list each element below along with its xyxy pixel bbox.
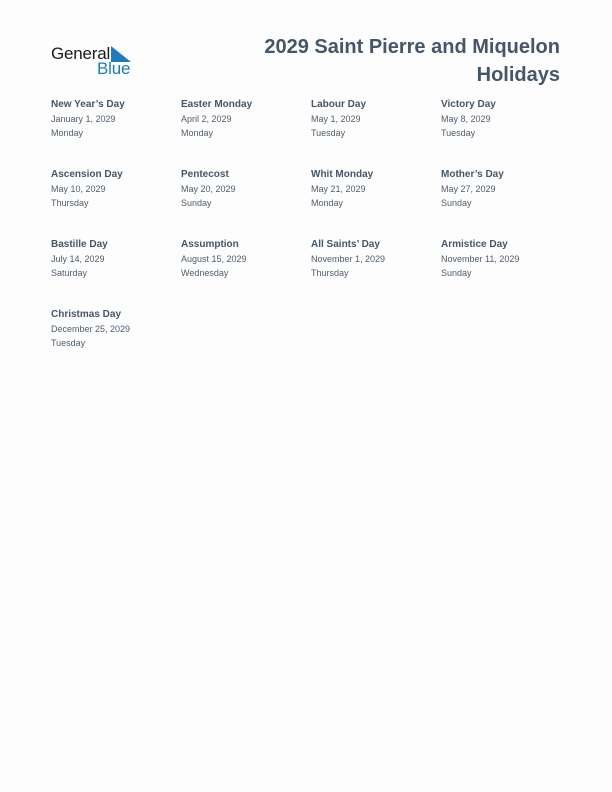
- holiday-date: December 25, 2029: [51, 324, 131, 334]
- holiday-weekday: Monday: [51, 128, 84, 138]
- holiday-weekday: Thursday: [311, 268, 349, 278]
- holiday-date: May 20, 2029: [181, 184, 236, 194]
- holiday-weekday: Thursday: [51, 198, 89, 208]
- holiday-date: August 15, 2029: [181, 254, 247, 264]
- holiday-item: [51, 238, 181, 280]
- holiday-weekday: Tuesday: [51, 338, 86, 348]
- holiday-date: May 27, 2029: [441, 184, 496, 194]
- holiday-name: Labour Day: [311, 99, 367, 110]
- holiday-name: Easter Monday: [181, 99, 253, 110]
- holiday-weekday: Tuesday: [441, 128, 476, 138]
- holiday-name: Pentecost: [181, 169, 229, 180]
- holiday-date: November 1, 2029: [311, 254, 386, 264]
- holiday-date: May 1, 2029: [311, 114, 361, 124]
- holiday-item: [181, 168, 311, 210]
- holiday-date: May 21, 2029: [311, 184, 366, 194]
- logo-word-general: General: [51, 44, 111, 63]
- holiday-name: Christmas Day: [51, 309, 122, 320]
- holiday-name: Ascension Day: [51, 169, 123, 180]
- holiday-item: [311, 168, 441, 210]
- holiday-item: [441, 98, 571, 140]
- holiday-date: April 2, 2029: [181, 114, 232, 124]
- holiday-weekday: Sunday: [181, 198, 212, 208]
- holiday-name: Assumption: [181, 239, 239, 250]
- holiday-name: Bastille Day: [51, 239, 108, 250]
- holiday-date: November 11, 2029: [441, 254, 520, 264]
- holiday-name: Mother’s Day: [441, 169, 504, 180]
- holiday-date: July 14, 2029: [51, 254, 105, 264]
- holiday-name: Victory Day: [441, 99, 496, 110]
- holiday-weekday: Tuesday: [311, 128, 346, 138]
- holiday-date: May 10, 2029: [51, 184, 106, 194]
- holiday-item: [51, 98, 181, 140]
- holiday-name: New Year’s Day: [51, 99, 125, 110]
- page-title: 2029 Saint Pierre and Miquelon Holidays: [264, 36, 560, 86]
- logo-word-blue: Blue: [97, 59, 131, 78]
- holiday-item: [441, 238, 571, 280]
- holiday-date: May 8, 2029: [441, 114, 491, 124]
- holiday-name: All Saints’ Day: [311, 239, 380, 250]
- holiday-item: [51, 168, 181, 210]
- generalblue-logo: [51, 44, 141, 78]
- holiday-weekday: Sunday: [441, 268, 472, 278]
- holiday-weekday: Sunday: [441, 198, 472, 208]
- holiday-date: January 1, 2029: [51, 114, 116, 124]
- holiday-item: [441, 168, 571, 210]
- holiday-item: [181, 238, 311, 280]
- holiday-item: [311, 238, 441, 280]
- holiday-item: [181, 98, 311, 140]
- holiday-item: [51, 308, 181, 350]
- holiday-weekday: Monday: [181, 128, 214, 138]
- holiday-weekday: Saturday: [51, 268, 88, 278]
- holiday-name: Armistice Day: [441, 239, 508, 250]
- holiday-name: Whit Monday: [311, 169, 374, 180]
- holiday-weekday: Monday: [311, 198, 344, 208]
- holiday-item: [311, 98, 441, 140]
- holiday-weekday: Wednesday: [181, 268, 229, 278]
